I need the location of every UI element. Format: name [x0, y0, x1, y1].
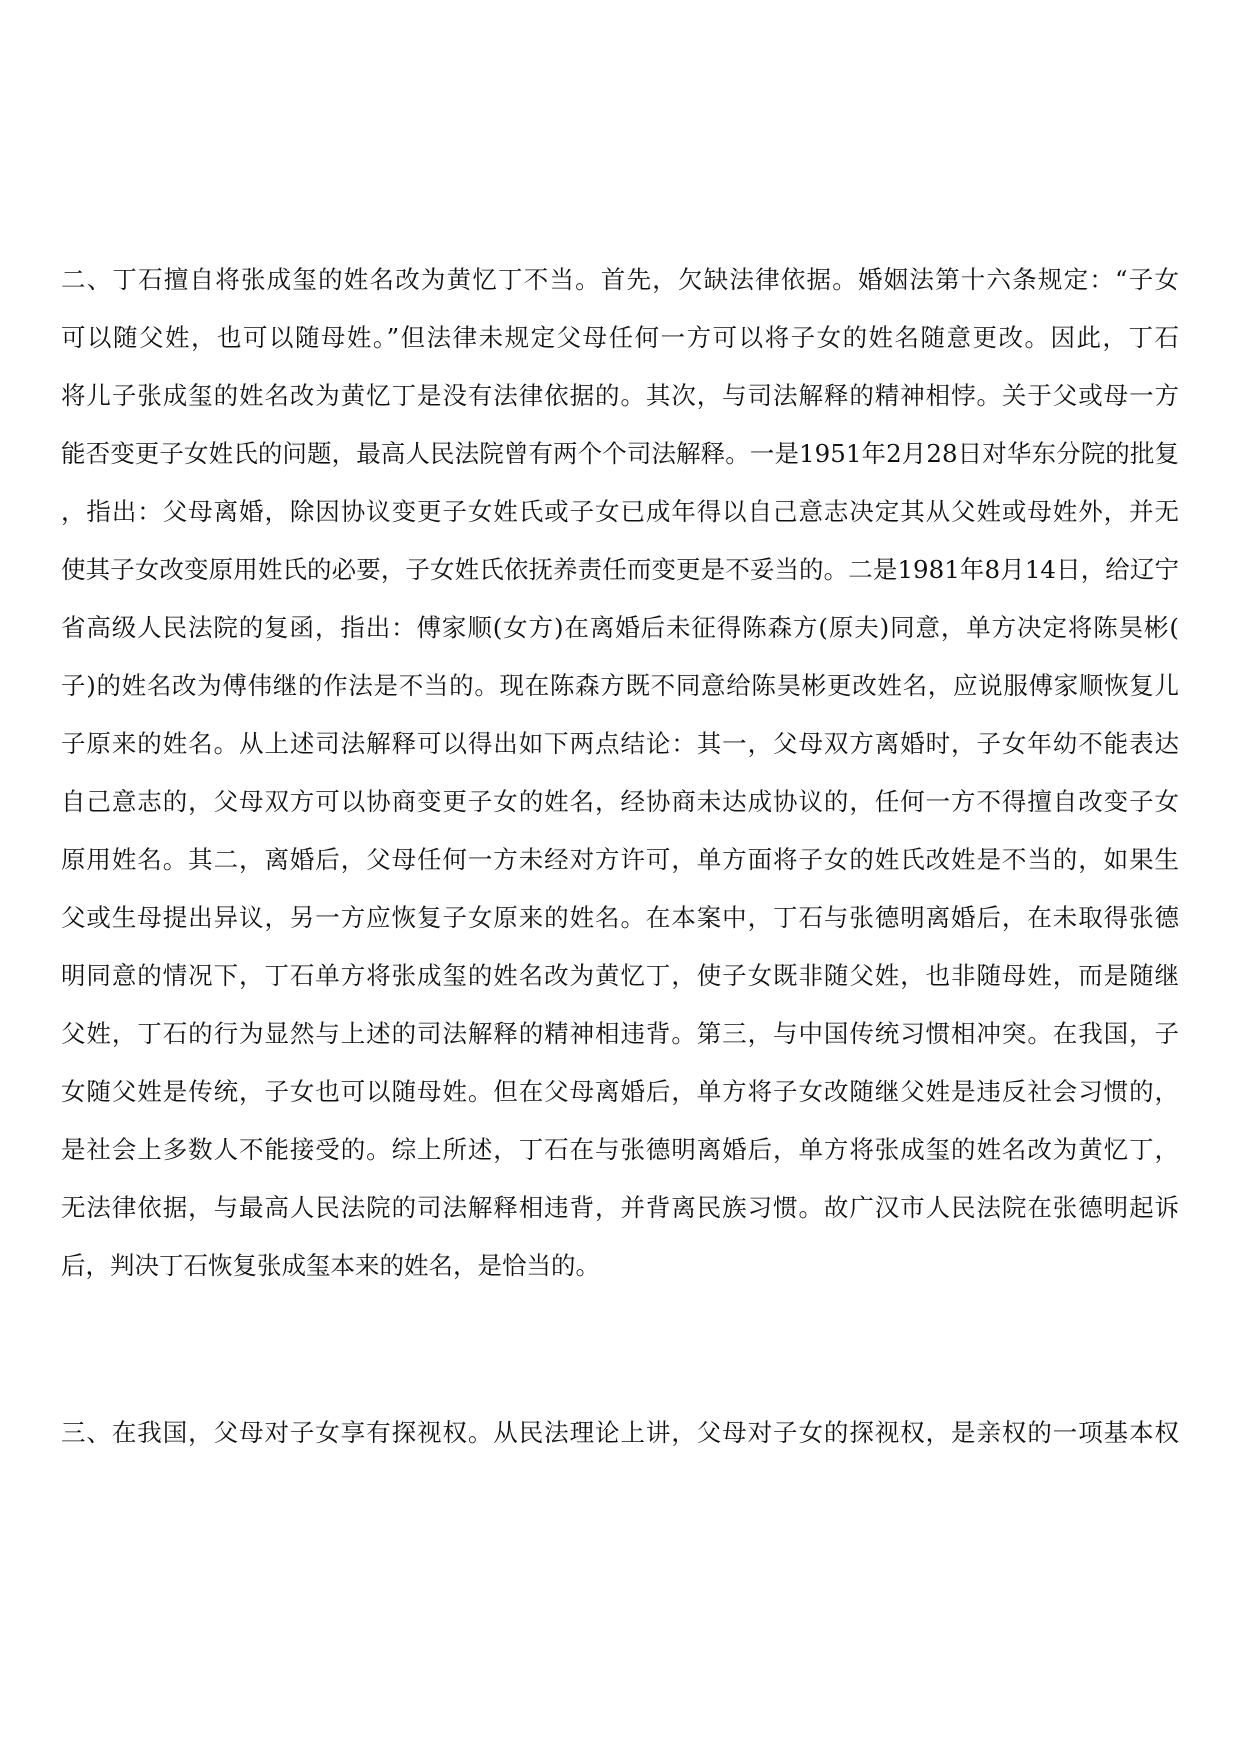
paragraph-line: 后，判决丁石恢复张成玺本来的姓名，是恰当的。	[61, 1251, 600, 1280]
paragraph-line: 自己意志的，父母双方可以协商变更子女的姓名，经协商未达成协议的，任何一方不得擅自改变子女	[61, 787, 1179, 816]
paragraph-line: 可以随父姓，也可以随母姓。”但法律未规定父母任何一方可以将子女的姓名随意更改。因此，丁石	[61, 323, 1179, 352]
paragraph-line: 子)的姓名改为傅伟继的作法是不当的。现在陈森方既不同意给陈昊彬更改姓名，应说服傅家顺恢复儿	[61, 671, 1179, 700]
paragraph-line: 二、丁石擅自将张成玺的姓名改为黄忆丁不当。首先，欠缺法律依据。婚姻法第十六条规定：“子女	[61, 265, 1179, 294]
paragraph-line: 女随父姓是传统，子女也可以随母姓。但在父母离婚后，单方将子女改随继父姓是违反社会习惯的，	[61, 1077, 1179, 1106]
paragraph-line: 父姓，丁石的行为显然与上述的司法解释的精神相违背。第三，与中国传统习惯相冲突。在我国，子	[61, 1019, 1179, 1048]
paragraph-line: 三、在我国，父母对子女享有探视权。从民法理论上讲，父母对子女的探视权，是亲权的一项基本权	[61, 1418, 1179, 1447]
paragraph-line: ，指出：父母离婚，除因协议变更子女姓氏或子女已成年得以自己意志决定其从父姓或母姓外，并无	[61, 497, 1179, 526]
paragraph-line: 省高级人民法院的复函，指出：傅家顺(女方)在离婚后未征得陈森方(原夫)同意，单方决定将陈昊彬(	[61, 613, 1179, 642]
paragraph-line: 将儿子张成玺的姓名改为黄忆丁是没有法律依据的。其次，与司法解释的精神相悖。关于父或母一方	[61, 381, 1179, 410]
paragraph-line: 子原来的姓名。从上述司法解释可以得出如下两点结论：其一，父母双方离婚时，子女年幼不能表达	[61, 729, 1179, 758]
paragraph-line: 原用姓名。其二，离婚后，父母任何一方未经对方许可，单方面将子女的姓氏改姓是不当的，如果生	[61, 845, 1179, 874]
paragraph-line: 父或生母提出异议，另一方应恢复子女原来的姓名。在本案中，丁石与张德明离婚后，在未取得张德	[61, 903, 1179, 932]
paragraph-line: 是社会上多数人不能接受的。综上所述，丁石在与张德明离婚后，单方将张成玺的姓名改为黄忆丁，	[61, 1135, 1179, 1164]
paragraph-line: 无法律依据，与最高人民法院的司法解释相违背，并背离民族习惯。故广汉市人民法院在张德明起诉	[61, 1193, 1179, 1222]
paragraph-line: 能否变更子女姓氏的问题，最高人民法院曾有两个个司法解释。一是1951年2月28日对华东分院的批复	[61, 439, 1179, 468]
paragraph-line: 明同意的情况下，丁石单方将张成玺的姓名改为黄忆丁，使子女既非随父姓，也非随母姓，而是随继	[61, 961, 1179, 990]
paragraph-line: 使其子女改变原用姓氏的必要，子女姓氏依抚养责任而变更是不妥当的。二是1981年8月14日，给辽宁	[61, 555, 1179, 584]
